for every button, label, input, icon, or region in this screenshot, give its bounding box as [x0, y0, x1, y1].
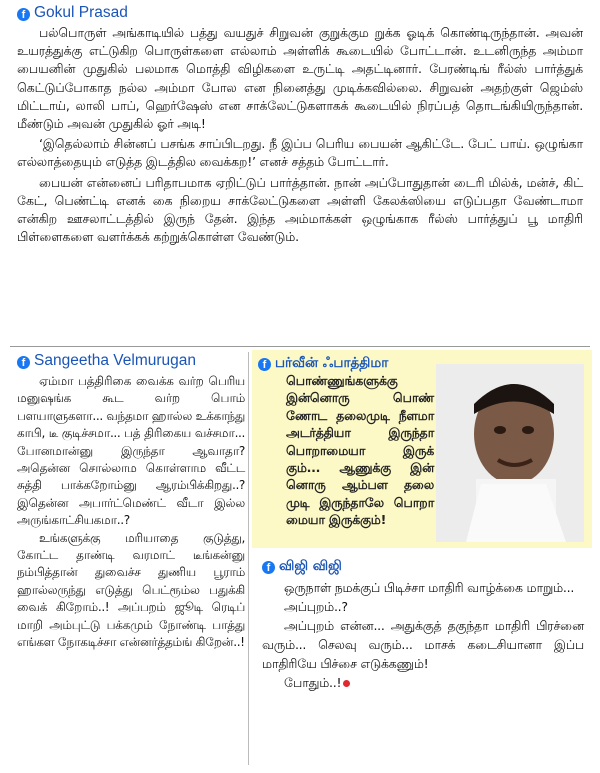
closing-text: போதும்..! — [284, 675, 342, 690]
post-header — [258, 352, 388, 373]
section-divider — [10, 346, 590, 347]
author-name[interactable]: Gokul Prasad — [34, 4, 128, 21]
post-header — [17, 2, 317, 22]
post-header — [17, 350, 245, 370]
post-header — [262, 555, 584, 576]
author-name[interactable]: Sangeetha Velmurugan — [34, 352, 197, 369]
post-paragraph — [262, 673, 584, 692]
author-name[interactable]: பர்வீன் ஃபாத்திமா — [275, 355, 389, 371]
red-dot-icon — [343, 680, 350, 687]
author-name[interactable]: விஜி விஜி — [279, 558, 342, 574]
post-paragraph: ஒருநாள் நமக்குப் பிடிச்சா மாதிரி வாழ்க்கை மாறும்... — [284, 580, 575, 595]
column-divider — [248, 352, 249, 765]
post-paragraph: பையன் என்னைப் பரிதாபமாக ஏறிட்டுப் பார்த்தான். நான் அப்போதுதான் டைரி மில்க், மன்ச், கிட் கேட், பெண்ட்டி எனக் கை நிறைய சாக்லேட்டுகளை அள்ளி கேலக்ஸியை எடுப்பதா வேண்டாமா என்கிற ஊசலாட்டத்தில் இருந் தேன். இந்த அம்மாக்கள் ஒழுங்காக ரீல்ஸ் பார்த்துப் பூ மாதிரி பிள்ளைகளை வளர்க்கக் கற்றுக்கொள்ள வேண்டும். — [17, 174, 583, 245]
post-paragraph: அப்புறம்..? — [284, 599, 348, 614]
post-sangeetha-velmurugan — [17, 350, 245, 652]
post-paragraph: ‘இதெல்லாம் சின்னப் பசங்க சாப்பிடறது. நீ இப்ப பெரிய பையன் ஆகிட்டே. பேட் பாய். ஒழுங்கா எல்லாத்தையும் எடுத்த இடத்தில வைக்கற!’ எனச் சத்தம் போட்டார். — [17, 136, 583, 170]
post-body — [286, 372, 434, 529]
facebook-icon: f — [262, 561, 275, 574]
post-parveen-fathima — [252, 350, 592, 548]
post-paragraph: உங்களுக்கு மரியாதை குடுத்து, கோட்ட தாண்டி வரமாட் டீங்கன்னு நம்பித்தான் துவைச்ச துணிய பூராம் ஹால்லருந்து எடுத்து பெட்ரூம்ல பதுக்கி வைக் கிறோம்..! அப்பறம் ஜூடி ரெடிப் மாறி அம்புட்டு பக்கமும் நோண்டி பாத்து எங்கள நோகடிச்சா என்னர்த்தம்ங் கிறேன்..! — [17, 530, 245, 650]
post-paragraph: பல்பொருள் அங்காடியில் பத்து வயதுச் சிறுவன் குறுக்கும றுக்க ஓடிக் கொண்டிருந்தான். அவன் உயரத்துக்கு எட்டுகிற பொருள்களை எல்லாம் அள்ளிக் கூடையில் போட்டான். உடனிருந்த அம்மா பையனின் முதுகில் பலமாக மொத்தி விழிகளை உருட்டி அதட்டினார். பேரண்டிங் ரீல்ஸ் பார்த்துக் கெட்டுப்போகாத நல்ல அம்மா போல என நினைத்து முடிக்கவில்லை. சிறுவன் அதற்குள் ஜெம்ஸ் மிட்டாய், லாலி பாப், ஹெர்ஷேஸ் என சாக்லேட்டுகளாகக் கூடையில் நிரப்பத் தொடங்கியிருந்தான். மீண்டும் அவன் முதுகில் ஓர் அடி! — [17, 25, 583, 132]
person-photo-illustration — [436, 364, 584, 542]
post-paragraph: ஏம்மா பத்திரிகை வைக்க வர்ற பெரிய மனுஷங்க கூட வர்ற பொம் பளயாளுகளா... வந்தமா ஹால்ல உக்காந்து காபி, டீ குடிச்சமா... பத் திரிகைய வச்சமா... போனமான்னு இருந்தா ஆவாதா? அதென்ன சொல்லாம கொள்ளாம வீட்ட சுத்தி பாக்கறோம்னு ஆரம்பிக்கிறது..? இதென்ன அபார்ட்மெண்ட் வீடா இல்ல அருங்காட்சியகமா..? — [17, 374, 245, 528]
facebook-icon: f — [17, 8, 30, 21]
facebook-icon: f — [258, 358, 271, 371]
post-viji-viji — [262, 555, 584, 692]
person-photo — [436, 364, 584, 542]
post-paragraph: அப்புறம் என்ன... அதுக்குத் தகுந்தா மாதிரி பிரச்னை வரும்... செலவு வரும்... மாசக் கடைசியானா இப்ப மாதிரியே பிச்சை எடுக்கணும்! — [262, 618, 584, 671]
facebook-icon: f — [17, 356, 30, 369]
post-paragraph: பொண்ணுங்களுக்கு இன்னொரு பொண் ணோட தலைமுடி நீளமா அடர்த்தியா இருந்தா பொறாமையா இருக் கும்... ஆணுக்கு இன் னொரு ஆம்பள தலை முடி இருந்தாலே பொறா மையா இருக்கும்! — [286, 373, 434, 528]
